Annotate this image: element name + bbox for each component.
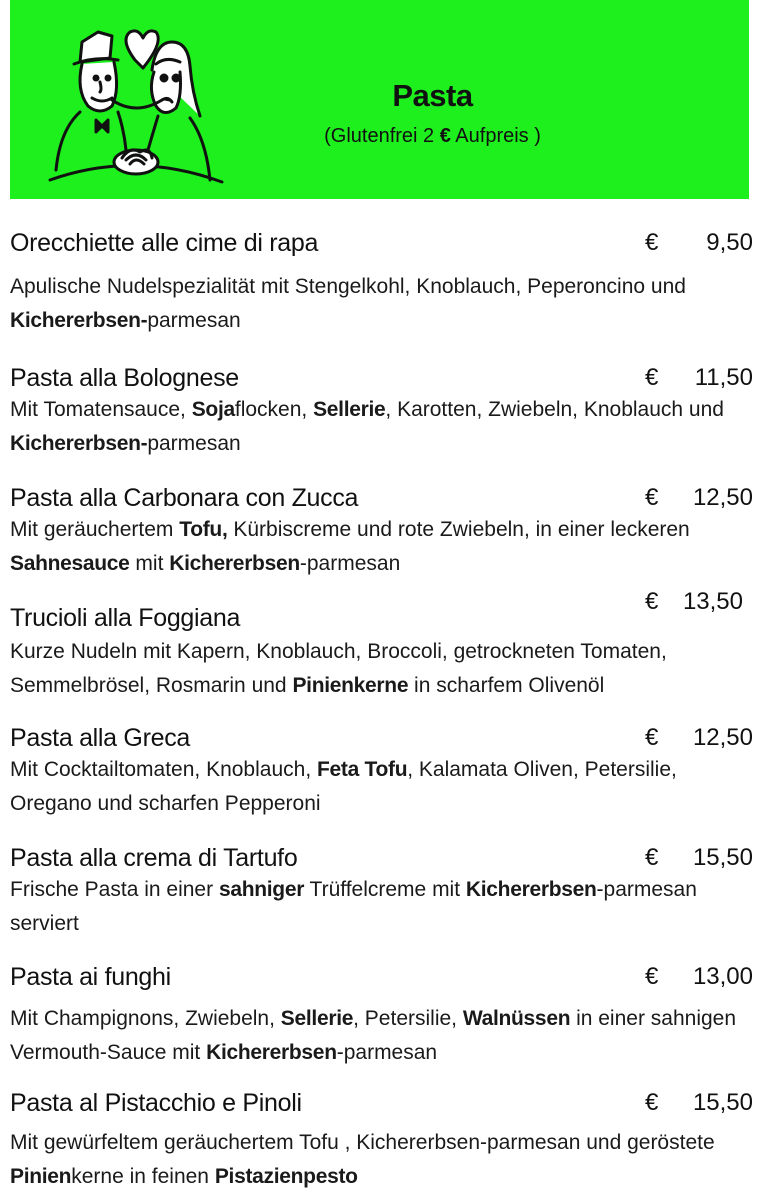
description-text: , Karotten, Zwiebeln, Knoblauch und: [385, 398, 724, 421]
description-text: Mit Champignons, Zwiebeln,: [10, 1007, 281, 1030]
dish-description: [10, 1002, 740, 1070]
dish-price: € 9,50: [645, 229, 753, 256]
header-banner: [10, 0, 749, 199]
menu-item: [10, 1088, 753, 1194]
couple-spaghetti-illustration: [40, 20, 230, 200]
description-text: Frische Pasta in einer: [10, 878, 219, 901]
description-text: flocken,: [234, 398, 314, 421]
dish-name: Pasta ai funghi: [10, 963, 171, 991]
description-highlight: Kichererbsen-: [10, 309, 148, 332]
description-text: in einer sahnigen Vermouth-Sauce mit: [10, 1007, 737, 1064]
menu-item: [10, 363, 753, 461]
dish-price: € 15,50: [645, 1089, 753, 1116]
description-highlight: Pinienkerne: [292, 674, 409, 697]
description-text: Mit gewürfeltem geräuchertem Tofu , Kichererbsen-parmesan und geröstete: [10, 1131, 715, 1154]
description-text: Mit Tomatensauce,: [10, 398, 192, 421]
description-text: Mit Cocktailtomaten, Knoblauch,: [10, 758, 317, 781]
description-highlight: Sahnesauce: [10, 552, 130, 575]
dish-price: € 13,50: [645, 588, 743, 615]
description-text: Apulische Nudelspezialität mit Stengelkohl, Knoblauch, Peperoncino und: [10, 275, 686, 298]
dish-price: € 15,50: [645, 844, 753, 871]
dish-price: € 12,50: [645, 724, 753, 751]
dish-description: [10, 513, 740, 581]
description-text: kerne in feinen: [71, 1165, 215, 1188]
description-highlight: Feta Tofu: [316, 758, 408, 781]
description-text: Trüffelcreme mit: [304, 878, 466, 901]
dish-name: Trucioli alla Foggiana: [10, 604, 241, 632]
dish-description: [10, 393, 740, 461]
description-highlight: Tofu,: [179, 518, 228, 541]
dish-description: [10, 270, 740, 338]
dish-name: Pasta alla Greca: [10, 724, 191, 752]
dish-description: [10, 1126, 740, 1194]
description-highlight: Pinien: [10, 1165, 72, 1188]
dish-price: € 11,50: [645, 364, 753, 391]
dish-price: € 12,50: [645, 484, 753, 511]
menu-item: [10, 843, 753, 941]
description-text: Kürbiscreme und rote Zwiebeln, in einer leckeren: [227, 518, 690, 541]
dish-name: Pasta alla crema di Tartufo: [10, 844, 298, 872]
dish-price: € 13,00: [645, 963, 753, 990]
description-text: mit: [129, 552, 170, 575]
description-text: -parmesan serviert: [10, 878, 697, 935]
description-highlight: Kichererbsen: [169, 552, 300, 575]
dish-name: Orecchiette alle cime di rapa: [10, 229, 319, 257]
description-text: , Kalamata Oliven, Petersilie, Oregano und scharfen Pepperoni: [10, 758, 677, 815]
description-highlight: Kichererbsen: [465, 878, 597, 901]
menu-item: [10, 962, 753, 1070]
description-highlight: Walnüssen: [462, 1007, 571, 1030]
description-text: in scharfem Olivenöl: [408, 674, 605, 697]
description-highlight: Sellerie: [280, 1007, 354, 1030]
dish-description: [10, 635, 740, 703]
description-text: , Petersilie,: [353, 1007, 463, 1030]
dish-name: Pasta al Pistacchio e Pinoli: [10, 1089, 302, 1117]
description-highlight: Sellerie: [313, 398, 386, 421]
dish-name: Pasta alla Bolognese: [10, 364, 239, 392]
dish-name: Pasta alla Carbonara con Zucca: [10, 484, 359, 512]
description-text: -parmesan: [299, 552, 401, 575]
menu-item: [10, 228, 753, 338]
description-text: -parmesan: [336, 1041, 438, 1064]
menu-item: [10, 483, 753, 581]
menu-item: [10, 723, 753, 821]
page-subtitle: (Glutenfrei 2 € Aufpreis ): [324, 125, 541, 147]
page-title: Pasta: [392, 78, 473, 113]
description-text: Kurze Nudeln mit Kapern, Knoblauch, Broccoli, getrockneten Tomaten, Semmelbrösel, Rosmarin und: [10, 640, 667, 697]
dish-description: [10, 753, 740, 821]
dish-description: [10, 873, 740, 941]
description-text: Mit geräuchertem: [10, 518, 180, 541]
description-highlight: sahniger: [218, 878, 305, 901]
description-highlight: Kichererbsen: [206, 1041, 337, 1064]
description-highlight: Soja: [191, 398, 235, 421]
description-highlight: Kichererbsen-: [10, 432, 148, 455]
description-highlight: Pistazienpesto: [214, 1165, 358, 1188]
description-text: parmesan: [147, 309, 241, 332]
description-text: parmesan: [147, 432, 241, 455]
menu-item: [10, 588, 750, 703]
